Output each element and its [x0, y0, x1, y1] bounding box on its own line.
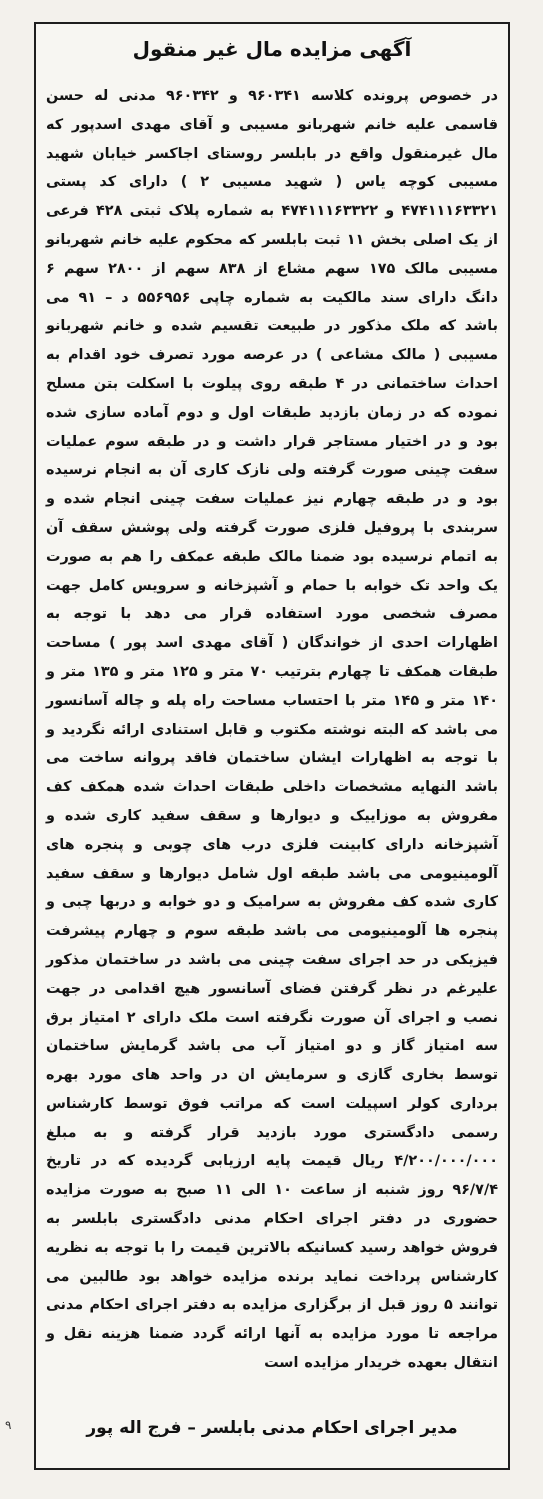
notice-signature: مدیر اجرای احکام مدنی بابلسر – فرج اله پور [86, 1418, 458, 1438]
notice-title: آگهی مزایده مال غیر منقول [132, 37, 412, 61]
notice-body-text: در خصوص پرونده کلاسه ۹۶۰۳۴۱ و ۹۶۰۳۴۲ مدنی له حسن قاسمی علیه خانم شهربانو مسیبی و آقای مهدی اسدپور که مال غیرمنقول واقع در بابلسر روستای اجاکسر خیابان شهید مسیبی کوچه یاس ( شهید مسیبی ۲ ) دارای کد پستی ۴۷۴۱۱۱۶۳۳۲۱ و ۴۷۴۱۱۱۶۳۳۲۲ به شماره پلاک ثبتی ۴۲۸ فرعی از یک اصلی بخش ۱۱ ثبت بابلسر که محکوم علیه خانم شهربانو مسیبی مالک ۱۷۵ سهم مشاع از ۸۳۸ سهم از ۲۸۰۰ سهم ۶ دانگ دارای سند مالکیت به شماره چاپی ۵۵۶۹۵۶ د – ۹۱ می باشد که ملک مذکور در طبیعت تقسیم شده و خانم شهربانو مسیبی ( مالک مشاعی ) در عرصه مورد تصرف خود اقدام به احداث ساختمانی در ۴ طبقه روی پیلوت با اسکلت بتن مسلح نموده که در زمان بازدید طبقات اول و دوم آماده سازی شده بود و در اختیار مستاجر قرار داشت و در طبقه سوم عملیات سفت چینی صورت گرفته ولی نازک کاری آن به انجام نرسیده بود و در طبقه چهارم نیز عملیات سفت چینی انجام شده و سربندی با پروفیل فلزی صورت گرفته ولی پوشش سقف آن به اتمام نرسیده بود ضمنا مالک طبقه عمکف را هم به صورت یک واحد تک خوابه با حمام و آشپزخانه و سرویس کامل جهت مصرف شخصی مورد استفاده قرار می دهد با توجه به اظهارات احدی از خواندگان ( آقای مهدی اسد پور ) مساحت طبقات همکف تا چهارم بترتیب ۷۰ متر و ۱۲۵ متر و ۱۳۵ متر و ۱۴۰ متر و ۱۴۵ متر با احتساب مساحت راه پله و چاله آسانسور می باشد که البته نوشته مکتوب و قابل استنادی ارائه نگردید و با توجه به اظهارات ایشان ساختمان فاقد پروانه ساخت می باشد النهایه مشخصات داخلی طبقات احداث شده همکف کف مفروش به موزاییک و دیوارها و سقف سفید کاری شده و آشپزخانه دارای کابینت فلزی درب های چوبی و پنجره های آلومینیومی می باشد طبقه اول شامل دیوارها و سقف سفید کاری شده کف مفروش به سرامیک و دو خوابه و دربها چبی و پنجره ها آلومینیومی می باشد طبقه سوم و چهارم پیشرفت فیزیکی در حد اجرای سفت چینی می باشد در ساختمان مذکور علیرغم در نظر گرفتن فضای آسانسور هیچ اقدامی در جهت نصب و اجرای آن صورت نگرفته است ملک دارای ۲ امتیاز برق سه امتیاز گاز و دو امتیاز آب می باشد گرمایش ساختمان توسط بخاری گازی و سرمایش ان در واحد های مورد بهره برداری کولر اسپیلت است که مراتب فوق توسط کارشناس رسمی دادگستری مورد بازدید قرار گرفته و به مبلغ ۴/۲۰۰/۰۰۰/۰۰۰ ریال قیمت پایه ارزیابی گردیده که در تاریخ ۹۶/۷/۴ روز شنبه از ساعت ۱۰ الی ۱۱ صبح به صورت مزایده حضوری در دفتر اجرای احکام مدنی دادگستری بابلسر به فروش خواهد رسید کسانیکه بالاترین قیمت را با توجه به نظریه کارشناس پرداخت نماید برنده مزایده خواهد بود طالبین می توانند ۵ روز قبل از برگزاری مزایده به دفتر اجرای احکام مدنی مراجعه تا مورد مزایده به آنها ارائه گردد ضمنا هزینه نقل و انتقال بعهده خریدار مزایده است [46, 88, 499, 1372]
auction-notice-box [34, 22, 510, 1470]
page-number: ۹ [5, 1418, 12, 1432]
